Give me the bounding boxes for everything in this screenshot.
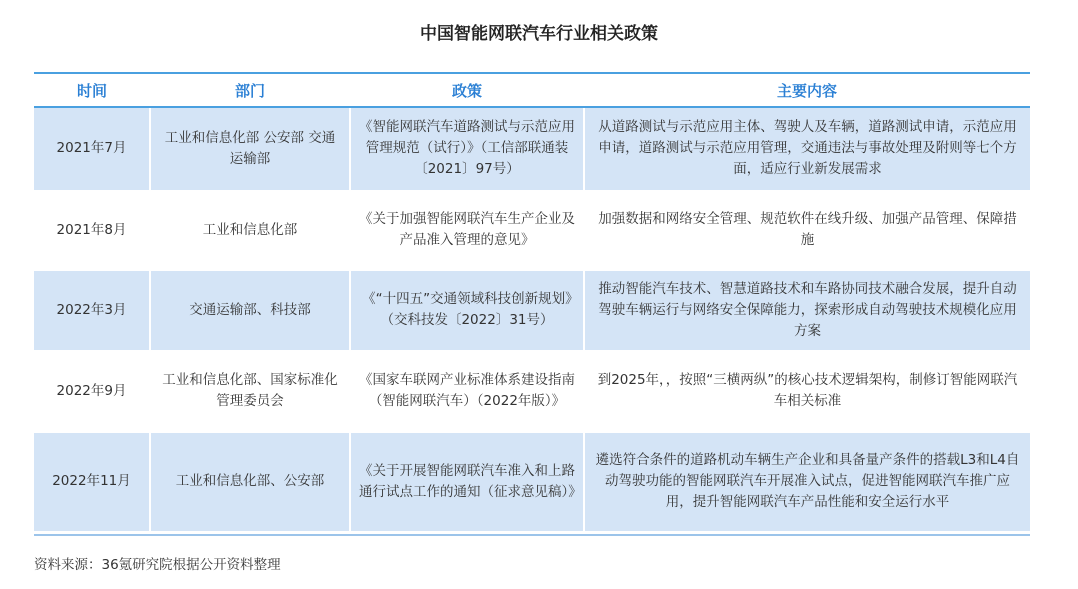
policy-table-container [34,72,1030,536]
cell-time: 2022年3月 [34,269,150,351]
cell-content: 到2025年，，按照“三横两纵”的核心技术逻辑架构，制修订智能网联汽车相关标准 [584,351,1030,431]
cell-policy: 《“十四五”交通领域科技创新规划》（交科技发〔2022〕31号） [350,269,584,351]
cell-time: 2022年11月 [34,431,150,532]
cell-content: 推动智能汽车技术、智慧道路技术和车路协同技术融合发展，提升自动驾驶车辆运行与网络安全保障能力，探索形成自动驾驶技术规模化应用方案 [584,269,1030,351]
cell-content: 遴选符合条件的道路机动车辆生产企业和具备量产条件的搭载L3和L4自动驾驶功能的智能网联汽车开展准入试点，促进智能网联汽车推广应用，提升智能网联汽车产品性能和安全运行水平 [584,431,1030,532]
policy-table [34,72,1030,534]
cell-time: 2021年7月 [34,107,150,191]
cell-policy: 《关于加强智能网联汽车生产企业及产品准入管理的意见》 [350,191,584,269]
source-note: 资料来源：36氪研究院根据公开资料整理 [34,557,281,573]
table-row [34,107,1030,191]
cell-time: 2022年9月 [34,351,150,431]
cell-policy: 《智能网联汽车道路测试与示范应用管理规范（试行）》（工信部联通装〔2021〕97号） [350,107,584,191]
table-bottom-rule [34,534,1030,536]
table-row [34,269,1030,351]
cell-department: 交通运输部、科技部 [150,269,350,351]
cell-department: 工业和信息化部、国家标准化管理委员会 [150,351,350,431]
page-title: 中国智能网联汽车行业相关政策 [420,24,658,44]
header-policy: 政策 [350,73,584,107]
cell-content: 加强数据和网络安全管理、规范软件在线升级、加强产品管理、保障措施 [584,191,1030,269]
table-row [34,191,1030,269]
table-header-row [34,73,1030,107]
cell-department: 工业和信息化部 [150,191,350,269]
table-row [34,431,1030,532]
cell-department: 工业和信息化部 公安部 交通运输部 [150,107,350,191]
cell-time: 2021年8月 [34,191,150,269]
header-department: 部门 [150,73,350,107]
cell-content: 从道路测试与示范应用主体、驾驶人及车辆，道路测试申请，示范应用申请，道路测试与示范应用管理，交通违法与事故处理及附则等七个方面，适应行业新发展需求 [584,107,1030,191]
cell-department: 工业和信息化部、公安部 [150,431,350,532]
header-time: 时间 [34,73,150,107]
cell-policy: 《国家车联网产业标准体系建设指南（智能网联汽车）（2022年版）》 [350,351,584,431]
cell-policy: 《关于开展智能网联汽车准入和上路通行试点工作的通知（征求意见稿）》 [350,431,584,532]
header-main-content: 主要内容 [584,73,1030,107]
table-row [34,351,1030,431]
